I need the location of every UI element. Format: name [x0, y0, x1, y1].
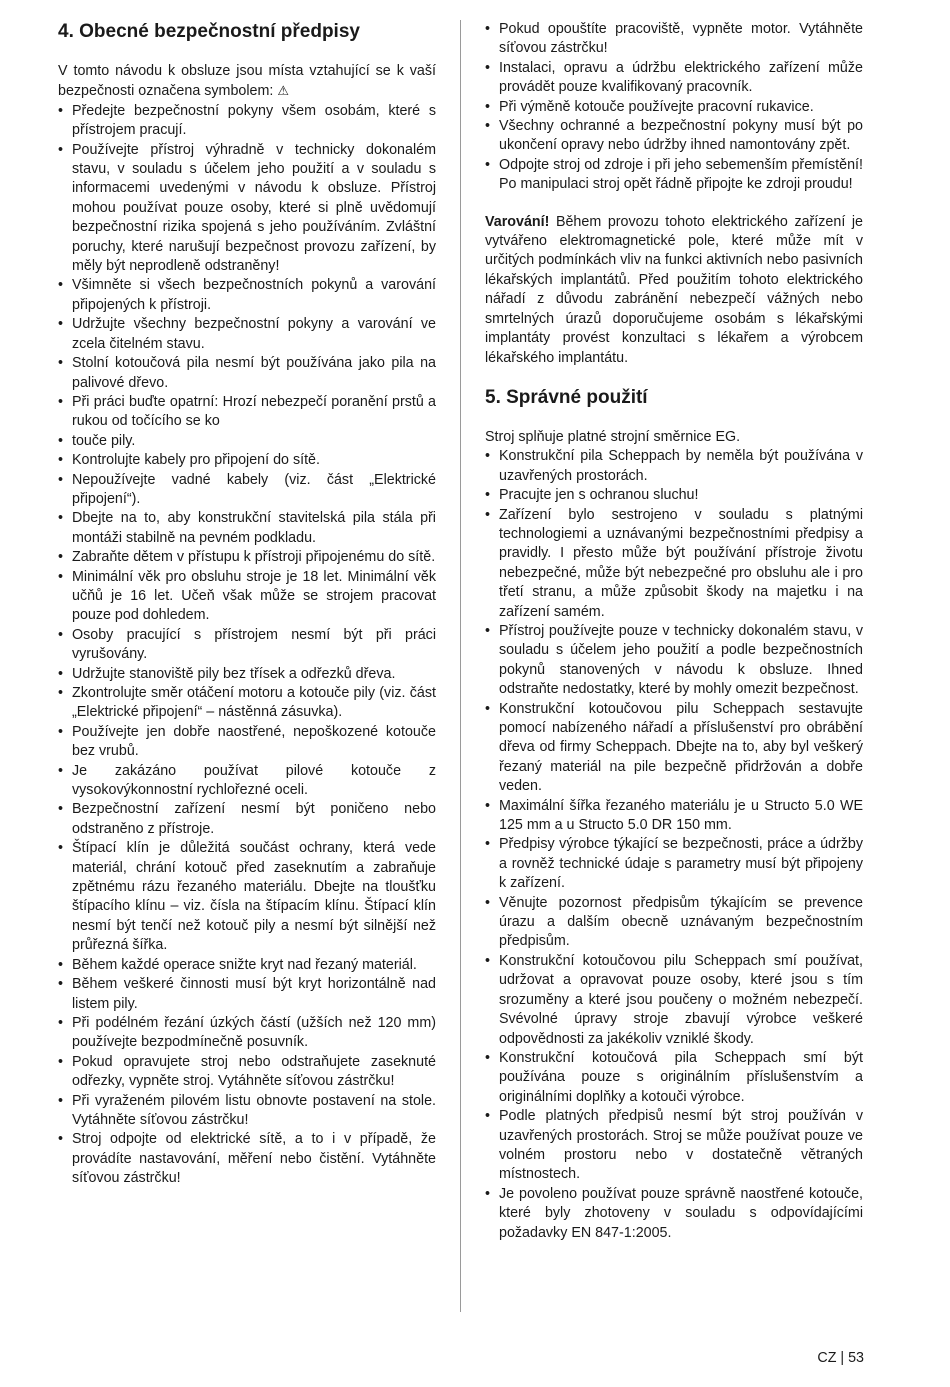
list-item: • Konstrukční kotoučovou pilu Scheppach sestavujte pomocí nabízeného nářadí a příslušenství pro obrábění dřeva od firmy Scheppach. Dbejte na to, aby byl veškerý řezaný materiál na pile bezpečně přidržován a dobře veden.	[485, 700, 863, 797]
list-item: • Při podélném řezání úzkých částí (užších než 120 mm) používejte bezpodmínečně posuvník.	[58, 1014, 436, 1053]
section-5-heading: 5. Správné použití	[485, 386, 648, 408]
list-item: • Konstrukční pila Scheppach by neměla být používána v uzavřených prostorách.	[485, 447, 863, 486]
page-number: CZ | 53	[817, 1350, 864, 1366]
list-item: • Udržujte stanoviště pily bez třísek a odřezků dřeva.	[58, 665, 436, 684]
right-column	[485, 20, 863, 1243]
list-item: • Zabraňte dětem v přístupu k přístroji připojenému do sítě.	[58, 548, 436, 567]
list-item: • Dbejte na to, aby konstrukční stavitelská pila stála při montáži stabilně na pevném podkladu.	[58, 509, 436, 548]
list-item: • Pracujte jen s ochranou sluchu!	[485, 486, 863, 505]
list-item: • Štípací klín je důležitá součást ochrany, která vede materiál, chrání kotouč před zaseknutím a zabraňuje zpětnému rázu řezaného materiálu. Dbejte na tloušťku štípacího klínu – viz. čísla na štípacím klínu. Štípací klín nesmí být tenčí než kotouč pily a nesmí být silnější než průřezná šířka.	[58, 839, 436, 955]
list-item: • Během každé operace snižte kryt nad řezaný materiál.	[58, 956, 436, 975]
list-item: • Konstrukční kotoučovou pilu Scheppach smí používat, udržovat a opravovat pouze osoby, které jsou s tím srozuměny a které jsou poučeny o možném nebezpečí. Svévolné úpravy stroje zbavují výrobce veškeré odpovědnosti za jakékoliv vzniklé škody.	[485, 952, 863, 1049]
list-item: • touče pily.	[58, 432, 436, 451]
list-item: • Konstrukční kotoučová pila Scheppach smí být používána pouze s originálním příslušenstvím a originálními doplňky a kotouči výrobce.	[485, 1049, 863, 1107]
section-4-heading: 4. Obecné bezpečnostní předpisy	[58, 21, 360, 42]
left-column	[58, 20, 436, 1189]
list-item: • Předpisy výrobce týkající se bezpečnosti, práce a údržby a rovněž technické údaje s parametry musí být připojeny k zařízení.	[485, 835, 863, 893]
list-item: • Používejte přístroj výhradně v technicky dokonalém stavu, v souladu s účelem jeho použití a v souladu s informacemi uvedenými v návodu k obsluze. Přístroj mohou používat pouze osoby, které si plně uvědomují bezpečnostní rizika spojená s jeho používáním. Zvláštní poruchy, které narušují bezpečnost provozu zařízení, by měly být neprodleně odstraněny!	[58, 141, 436, 277]
list-item: • Všimněte si všech bezpečnostních pokynů a varování připojených k přístroji.	[58, 276, 436, 315]
list-item: • Zařízení bylo sestrojeno v souladu s platnými technologiemi a uznávanými bezpečnostními předpisy a pravidly. I přesto může být používání přístroje životu nebezpečné, může být nebezpečné pro obsluhu ale i pro třetí stranu, a může způsobit škody na majetku i na zařízení samém.	[485, 506, 863, 622]
list-item: • Všechny ochranné a bezpečnostní pokyny musí být po ukončení opravy nebo údržby ihned namontovány zpět.	[485, 117, 863, 156]
safety-list-continued	[485, 20, 863, 195]
intro-text: V tomto návodu k obsluze jsou místa vztahující se k vaší bezpečnosti označena symbolem:	[58, 63, 436, 100]
list-item: • Věnujte pozornost předpisům týkajícím se prevence úrazu a dalším obecně uznávaným bezpečnostním předpisům.	[485, 894, 863, 952]
warning-text: Během provozu tohoto elektrického zařízení je vytvářeno elektromagnetické pole, které může mít v určitých podmínkách vliv na funkci aktivních nebo pasivních lékařských implantátů. Před použitím tohoto elektrického nářadí z důvodu zabránění nebezpečí vážných nebo smrtelných úrazů doporučujeme osobám s lékařskými implantáty provést konzultaci s lékařem a výrobcem lékařského implantátu.	[485, 213, 863, 366]
warning-triangle-icon: ⚠	[277, 83, 289, 99]
usage-list	[485, 447, 863, 1243]
list-item: • Odpojte stroj od zdroje i při jeho sebemenším přemístění! Po manipulaci stroj opět řádně připojte ke zdroji proudu!	[485, 156, 863, 195]
list-item: • Minimální věk pro obsluhu stroje je 18 let. Minimální věk učňů je 16 let. Učeň však může se strojem pracovat pouze pod dohledem.	[58, 568, 436, 626]
list-item: • Kontrolujte kabely pro připojení do sítě.	[58, 451, 436, 470]
list-item: • Při výměně kotouče používejte pracovní rukavice.	[485, 98, 863, 117]
list-item: • Stolní kotoučová pila nesmí být používána jako pila na palivové dřevo.	[58, 354, 436, 393]
section-4-intro	[58, 62, 436, 102]
column-divider	[460, 20, 461, 1312]
warning-label: Varování!	[485, 213, 550, 230]
list-item: • Maximální šířka řezaného materiálu je u Structo 5.0 WE 125 mm a u Structo 5.0 DR 150 mm.	[485, 797, 863, 836]
section-5-intro: Stroj splňuje platné strojní směrnice EG.	[485, 428, 741, 445]
safety-list	[58, 102, 436, 1189]
list-item: • Při vyraženém pilovém listu obnovte postavení na stole. Vytáhněte síťovou zástrčku!	[58, 1092, 436, 1131]
list-item: • Pokud opravujete stroj nebo odstraňujete zaseknuté odřezky, vypněte stroj. Vytáhněte síťovou zástrčku!	[58, 1053, 436, 1092]
list-item: • Nepoužívejte vadné kabely (viz. část „Elektrické připojení“).	[58, 471, 436, 510]
list-item: • Je povoleno používat pouze správně naostřené kotouče, které byly zhotoveny v souladu s odpovídajícími požadavky EN 847-1:2005.	[485, 1185, 863, 1243]
warning-paragraph	[485, 213, 863, 368]
list-item: • Instalaci, opravu a údržbu elektrického zařízení může provádět pouze kvalifikovaný pracovník.	[485, 59, 863, 98]
list-item: • Zkontrolujte směr otáčení motoru a kotouče pily (viz. část „Elektrické připojení“ – nástěnná zásuvka).	[58, 684, 436, 723]
list-item: • Přístroj používejte pouze v technicky dokonalém stavu, v souladu s účelem jeho použití a podle bezpečnostních pokynů stanovených v návodu k obsluze. Ihned odstraňte nedostatky, které by mohly omezit bezpečnost.	[485, 622, 863, 700]
list-item: • Podle platných předpisů nesmí být stroj používán v uzavřených prostorách. Stroj se může používat pouze ve volném prostoru nebo v dostatečně větraných místnostech.	[485, 1107, 863, 1185]
list-item: • Pokud opouštíte pracoviště, vypněte motor. Vytáhněte síťovou zástrčku!	[485, 20, 863, 59]
list-item: • Během veškeré činnosti musí být kryt horizontálně nad listem pily.	[58, 975, 436, 1014]
list-item: • Udržujte všechny bezpečnostní pokyny a varování ve zcela čitelném stavu.	[58, 315, 436, 354]
list-item: • Při práci buďte opatrní: Hrozí nebezpečí poranění prstů a rukou od točícího se ko	[58, 393, 436, 432]
list-item: • Předejte bezpečnostní pokyny všem osobám, které s přístrojem pracují.	[58, 102, 436, 141]
list-item: • Bezpečnostní zařízení nesmí být poničeno nebo odstraněno z přístroje.	[58, 800, 436, 839]
list-item: • Stroj odpojte od elektrické sítě, a to i v případě, že provádíte nastavování, měření nebo čistění. Vytáhněte síťovou zástrčku!	[58, 1130, 436, 1188]
list-item: • Používejte jen dobře naostřené, nepoškozené kotouče bez vrubů.	[58, 723, 436, 762]
list-item: • Osoby pracující s přístrojem nesmí být při práci vyrušovány.	[58, 626, 436, 665]
list-item: • Je zakázáno používat pilové kotouče z vysokovýkonnostní rychlořezné oceli.	[58, 762, 436, 801]
